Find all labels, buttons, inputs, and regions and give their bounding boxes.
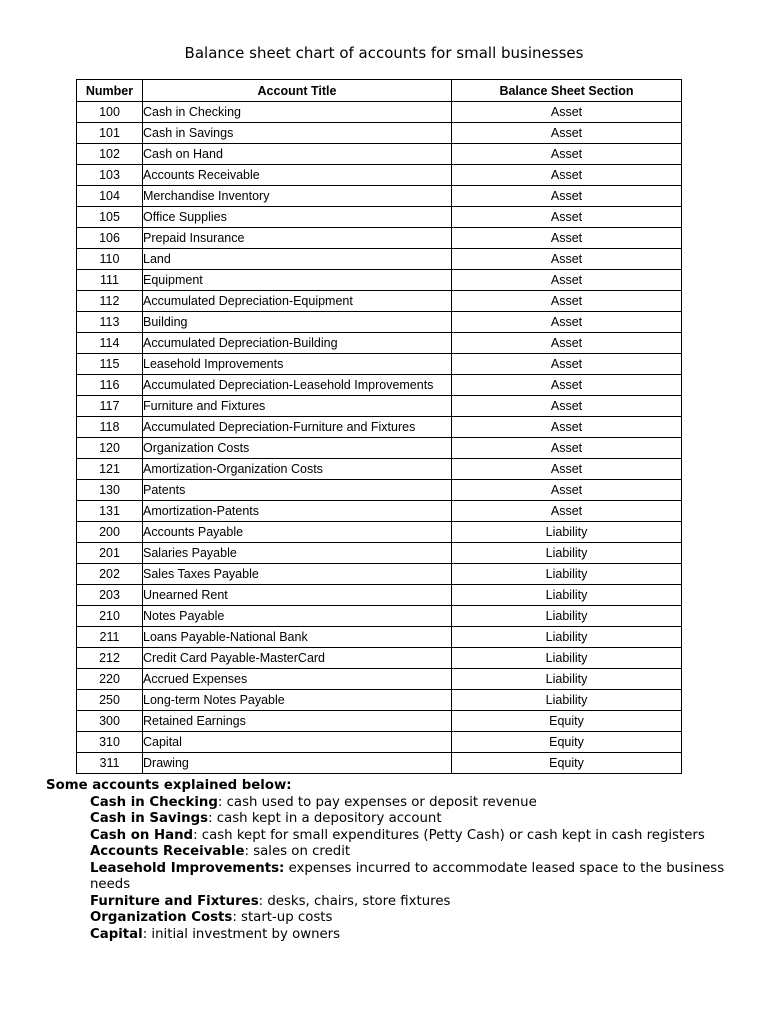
account-number: 310 <box>77 732 143 753</box>
account-number: 112 <box>77 291 143 312</box>
table-row <box>77 207 682 228</box>
account-number: 100 <box>77 102 143 123</box>
note-item <box>46 927 726 944</box>
account-number: 211 <box>77 627 143 648</box>
account-title: Merchandise Inventory <box>143 186 452 207</box>
account-title: Equipment <box>143 270 452 291</box>
account-number: 300 <box>77 711 143 732</box>
account-number: 103 <box>77 165 143 186</box>
note-separator: : <box>258 893 268 909</box>
note-term: Cash in Savings <box>90 811 209 826</box>
account-title: Amortization-Organization Costs <box>143 459 452 480</box>
note-item <box>46 910 726 927</box>
account-title: Cash in Savings <box>143 123 452 144</box>
note-text: cash kept for small expenditures (Petty Cash) or cash kept in cash registers <box>201 827 705 843</box>
table-row <box>77 606 682 627</box>
account-number: 115 <box>77 354 143 375</box>
note-separator: : <box>244 844 254 859</box>
balance-section: Equity <box>452 753 682 774</box>
account-title: Accumulated Depreciation-Equipment <box>143 291 452 312</box>
table-body <box>77 102 682 774</box>
account-number: 202 <box>77 564 143 585</box>
table-row <box>77 396 682 417</box>
account-number: 212 <box>77 648 143 669</box>
table-row <box>77 522 682 543</box>
account-number: 110 <box>77 249 143 270</box>
notes-heading: Some accounts explained below: <box>46 778 292 793</box>
balance-section: Asset <box>452 438 682 459</box>
document-title: Balance sheet chart of accounts for small businesses <box>184 44 584 62</box>
note-item <box>46 828 726 845</box>
account-number: 220 <box>77 669 143 690</box>
account-number: 201 <box>77 543 143 564</box>
account-title: Retained Earnings <box>143 711 452 732</box>
balance-section: Asset <box>452 375 682 396</box>
account-number: 131 <box>77 501 143 522</box>
table-row <box>77 249 682 270</box>
balance-section: Asset <box>452 291 682 312</box>
table-row <box>77 543 682 564</box>
note-term: Leasehold Improvements: <box>90 860 285 876</box>
account-title: Accumulated Depreciation-Furniture and Fixtures <box>143 417 452 438</box>
notes-section <box>46 778 726 943</box>
account-number: 200 <box>77 522 143 543</box>
note-item <box>46 894 726 911</box>
table-row <box>77 501 682 522</box>
account-number: 117 <box>77 396 143 417</box>
note-term: Organization Costs <box>90 910 233 925</box>
table-row <box>77 690 682 711</box>
account-number: 210 <box>77 606 143 627</box>
table-row <box>77 354 682 375</box>
balance-section: Liability <box>452 627 682 648</box>
account-title: Patents <box>143 480 452 501</box>
account-title: Leasehold Improvements <box>143 354 452 375</box>
account-title: Capital <box>143 732 452 753</box>
account-number: 101 <box>77 123 143 144</box>
note-term: Cash on Hand <box>90 827 194 843</box>
account-number: 106 <box>77 228 143 249</box>
account-number: 111 <box>77 270 143 291</box>
account-title: Accounts Receivable <box>143 165 452 186</box>
balance-section: Liability <box>452 522 682 543</box>
balance-section: Asset <box>452 144 682 165</box>
table-row <box>77 144 682 165</box>
chart-of-accounts-table <box>76 79 682 774</box>
note-item <box>46 861 726 894</box>
note-text: sales on credit <box>253 844 351 859</box>
balance-section: Asset <box>452 165 682 186</box>
balance-section: Liability <box>452 690 682 711</box>
account-number: 203 <box>77 585 143 606</box>
note-separator: : <box>208 811 217 826</box>
note-item <box>46 811 726 828</box>
table-row <box>77 438 682 459</box>
table-row <box>77 627 682 648</box>
account-title: Accrued Expenses <box>143 669 452 690</box>
account-title: Notes Payable <box>143 606 452 627</box>
balance-section: Asset <box>452 459 682 480</box>
account-title: Accounts Payable <box>143 522 452 543</box>
balance-section: Asset <box>452 354 682 375</box>
table-row <box>77 648 682 669</box>
account-title: Organization Costs <box>143 438 452 459</box>
account-number: 130 <box>77 480 143 501</box>
table-row <box>77 711 682 732</box>
note-item <box>46 844 726 861</box>
header-section: Balance Sheet Section <box>452 80 682 102</box>
balance-section: Equity <box>452 711 682 732</box>
table-row <box>77 270 682 291</box>
account-number: 120 <box>77 438 143 459</box>
account-title: Unearned Rent <box>143 585 452 606</box>
balance-section: Asset <box>452 501 682 522</box>
table-row <box>77 186 682 207</box>
table-row <box>77 669 682 690</box>
balance-section: Asset <box>452 480 682 501</box>
table-row <box>77 165 682 186</box>
header-number: Number <box>77 80 143 102</box>
account-title: Credit Card Payable-MasterCard <box>143 648 452 669</box>
table-row <box>77 228 682 249</box>
table-row <box>77 732 682 753</box>
note-item <box>46 795 726 812</box>
account-number: 113 <box>77 312 143 333</box>
table-header-row <box>77 80 682 102</box>
note-text: cash kept in a depository account <box>216 811 442 826</box>
balance-section: Liability <box>452 564 682 585</box>
account-title: Amortization-Patents <box>143 501 452 522</box>
table-row <box>77 312 682 333</box>
account-title: Office Supplies <box>143 207 452 228</box>
note-text: cash used to pay expenses or deposit revenue <box>226 794 537 810</box>
balance-section: Asset <box>452 123 682 144</box>
account-title: Long-term Notes Payable <box>143 690 452 711</box>
balance-section: Asset <box>452 333 682 354</box>
account-title: Cash in Checking <box>143 102 452 123</box>
balance-section: Asset <box>452 417 682 438</box>
header-account-title: Account Title <box>143 80 452 102</box>
table-row <box>77 417 682 438</box>
note-text: expenses incurred to accommodate leased space to the business needs <box>90 860 725 892</box>
table-row <box>77 102 682 123</box>
balance-section: Asset <box>452 207 682 228</box>
account-title: Cash on Hand <box>143 144 452 165</box>
account-number: 250 <box>77 690 143 711</box>
table-row <box>77 459 682 480</box>
account-title: Land <box>143 249 452 270</box>
account-title: Accumulated Depreciation-Building <box>143 333 452 354</box>
balance-section: Asset <box>452 186 682 207</box>
account-number: 105 <box>77 207 143 228</box>
note-text: desks, chairs, store fixtures <box>267 893 451 909</box>
note-separator: : <box>193 827 202 843</box>
balance-section: Liability <box>452 648 682 669</box>
account-title: Furniture and Fixtures <box>143 396 452 417</box>
account-title: Building <box>143 312 452 333</box>
note-separator: : <box>142 926 152 942</box>
balance-section: Asset <box>452 249 682 270</box>
note-separator: : <box>232 910 242 925</box>
table-row <box>77 123 682 144</box>
balance-section: Asset <box>452 228 682 249</box>
note-term: Furniture and Fixtures <box>90 893 259 909</box>
table-row <box>77 753 682 774</box>
account-number: 311 <box>77 753 143 774</box>
account-title: Drawing <box>143 753 452 774</box>
balance-section: Liability <box>452 606 682 627</box>
account-number: 102 <box>77 144 143 165</box>
note-text: initial investment by owners <box>151 926 341 942</box>
note-text: start-up costs <box>241 910 333 925</box>
account-number: 118 <box>77 417 143 438</box>
account-number: 116 <box>77 375 143 396</box>
balance-section: Asset <box>452 396 682 417</box>
table-row <box>77 291 682 312</box>
balance-section: Liability <box>452 585 682 606</box>
notes-list <box>46 795 726 944</box>
balance-section: Liability <box>452 543 682 564</box>
account-number: 121 <box>77 459 143 480</box>
balance-section: Equity <box>452 732 682 753</box>
account-number: 114 <box>77 333 143 354</box>
table-row <box>77 375 682 396</box>
account-title: Prepaid Insurance <box>143 228 452 249</box>
balance-section: Asset <box>452 312 682 333</box>
note-separator: : <box>217 794 227 810</box>
table-row <box>77 585 682 606</box>
table-row <box>77 480 682 501</box>
note-term: Capital <box>90 926 143 942</box>
note-term: Cash in Checking <box>90 794 218 810</box>
note-term: Accounts Receivable <box>90 844 245 859</box>
account-title: Loans Payable-National Bank <box>143 627 452 648</box>
account-title: Accumulated Depreciation-Leasehold Improvements <box>143 375 452 396</box>
account-title: Sales Taxes Payable <box>143 564 452 585</box>
balance-section: Asset <box>452 102 682 123</box>
table-row <box>77 333 682 354</box>
balance-section: Liability <box>452 669 682 690</box>
account-number: 104 <box>77 186 143 207</box>
balance-section: Asset <box>452 270 682 291</box>
account-title: Salaries Payable <box>143 543 452 564</box>
table-row <box>77 564 682 585</box>
